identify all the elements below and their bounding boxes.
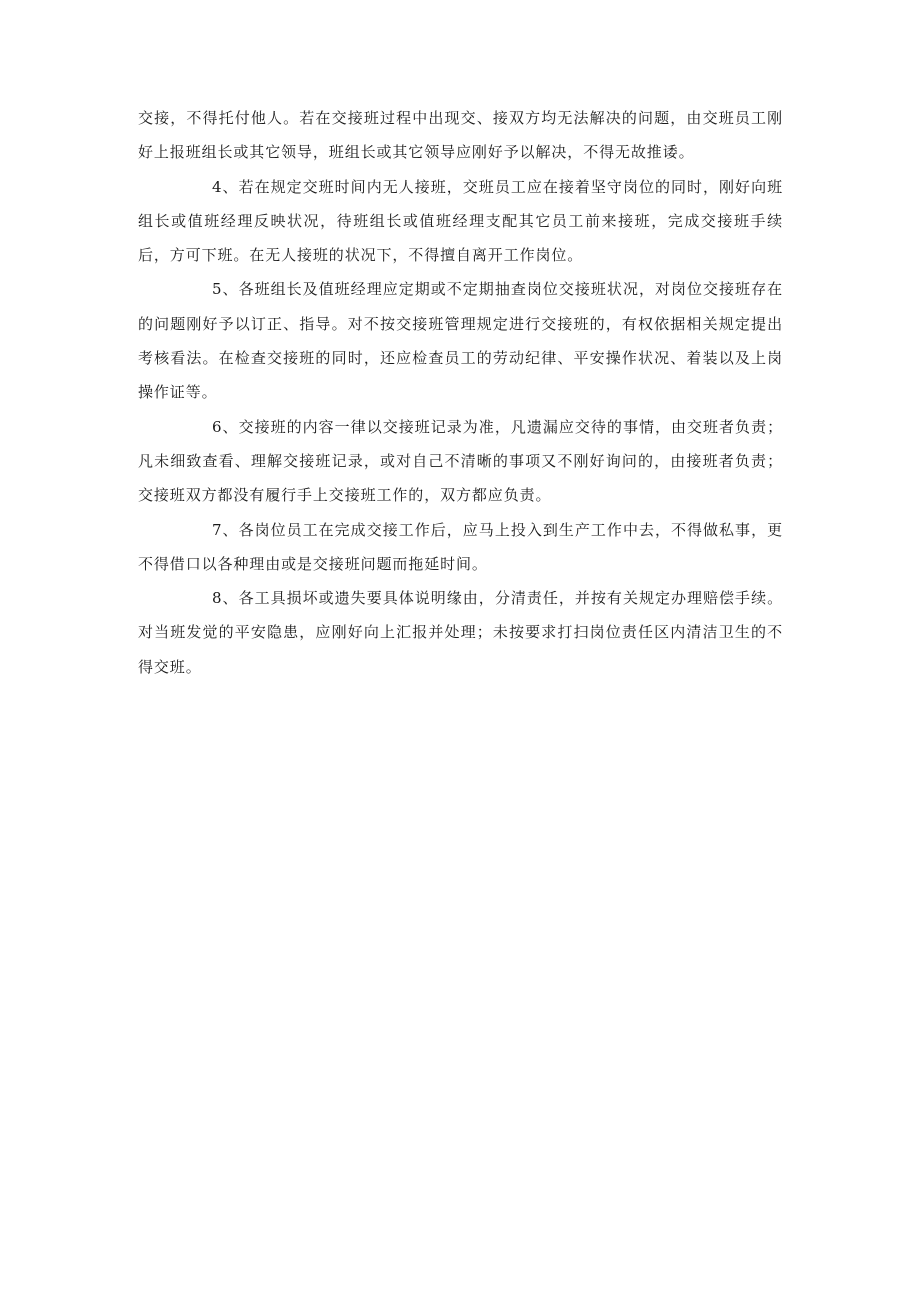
paragraph-continuation: 交接，不得托付他人。若在交接班过程中出现交、接双方均无法解决的问题，由交班员工刚好上报班组长或其它领导，班组长或其它领导应刚好予以解决，不得无故推诿。: [138, 109, 783, 162]
paragraph-item-4: 4、若在规定交班时间内无人接班，交班员工应在接着坚守岗位的同时，刚好向班组长或值班经理反映状况，待班组长或值班经理支配其它员工前来接班，完成交接班手续后，方可下班。在无人接班的状况下，不得擅自离开工作岗位。: [138, 177, 783, 265]
paragraph-item-8: 8、各工具损坏或遗失要具体说明缘由，分清责任，并按有关规定办理赔偿手续。对当班发觉的平安隐患，应刚好向上汇报并处理；未按要求打扫岗位责任区内清洁卫生的不得交班。: [138, 589, 783, 676]
paragraph-item-6: 6、交接班的内容一律以交接班记录为准，凡遗漏应交待的事情，由交班者负责；凡未细致查看、理解交接班记录，或对自己不清晰的事项又不刚好询问的，由接班者负责；交接班双方都没有履行手上交接班工作的，双方都应负责。: [138, 417, 783, 505]
paragraph-item-5: 5、各班组长及值班经理应定期或不定期抽查岗位交接班状况，对岗位交接班存在的问题刚好予以订正、指导。对不按交接班管理规定进行交接班的，有权依据相关规定提出考核看法。在检查交接班的同时，还应检查员工的劳动纪律、平安操作状况、着装以及上岗操作证等。: [138, 280, 783, 402]
paragraph-item-7: 7、各岗位员工在完成交接工作后，应马上投入到生产工作中去，不得做私事，更不得借口以各种理由或是交接班问题而拖延时间。: [138, 520, 783, 573]
document-body: [138, 101, 783, 684]
